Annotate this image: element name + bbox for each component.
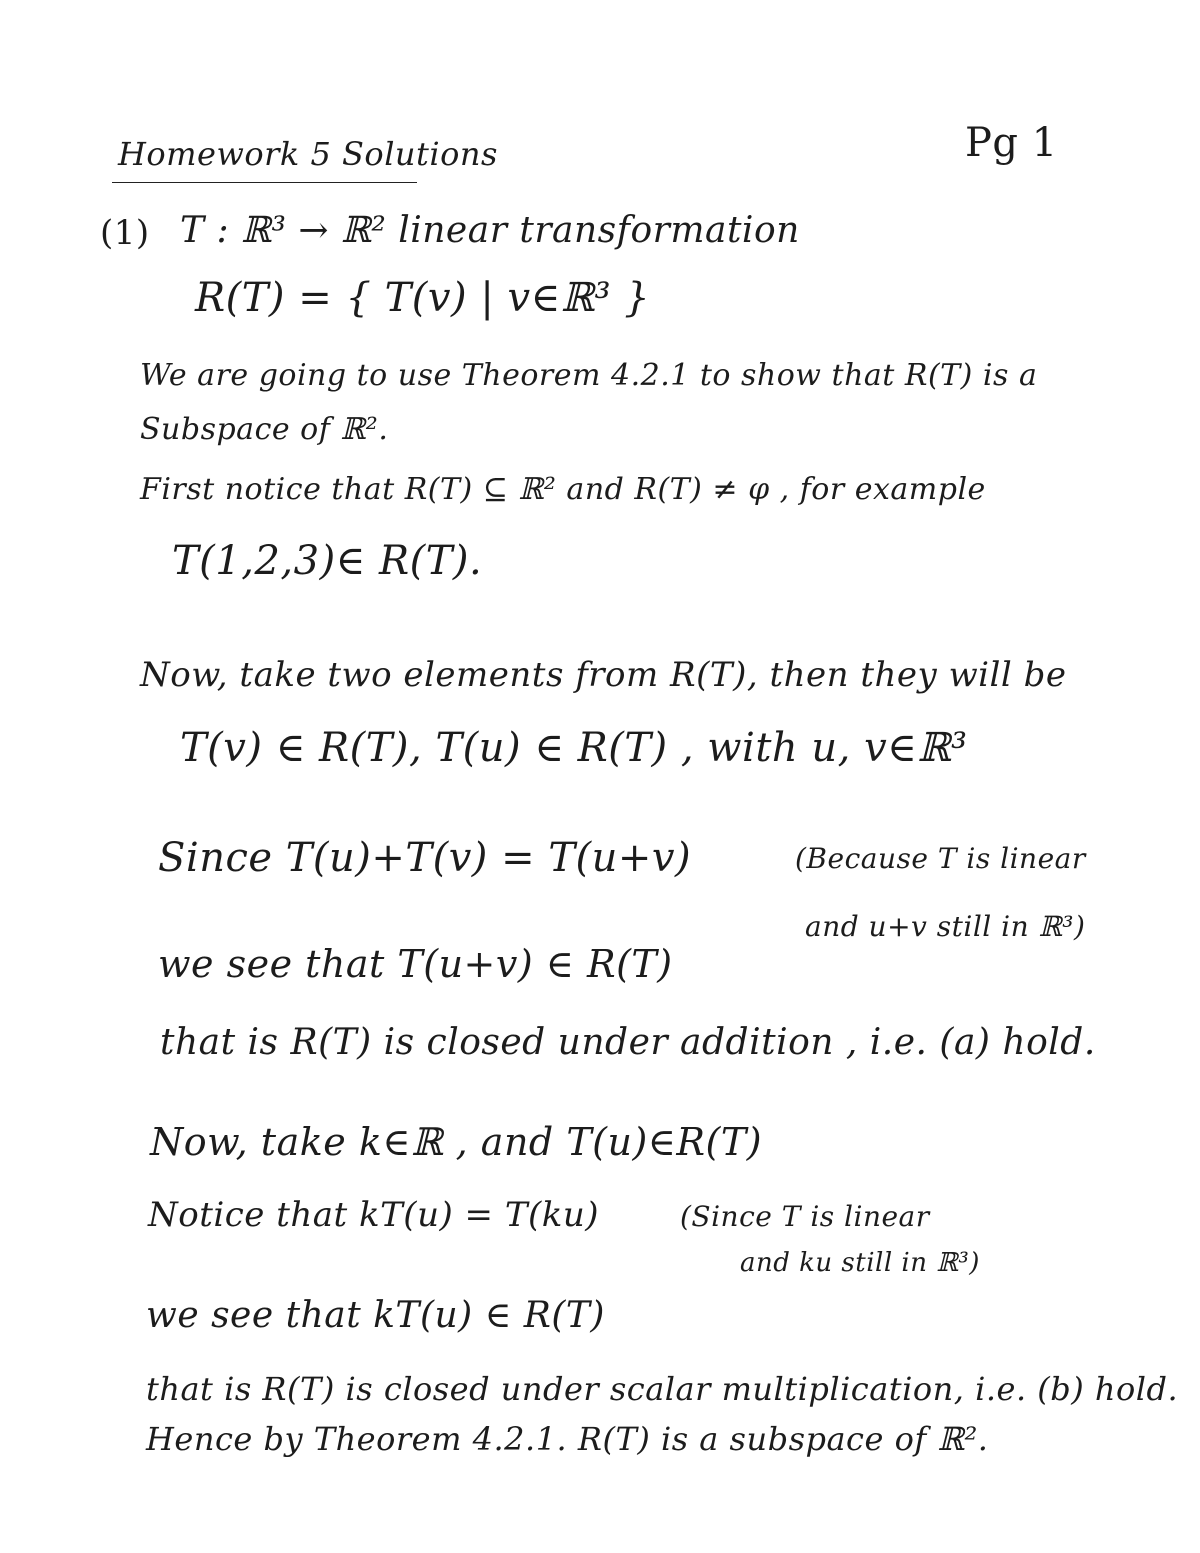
problem-statement: T : ℝ³ → ℝ² linear transformation xyxy=(180,210,800,251)
page-number: Pg 1 xyxy=(965,120,1058,166)
solution-line-12: we see that kT(u) ∈ R(T) xyxy=(146,1295,605,1336)
solution-line-8: we see that T(u+v) ∈ R(T) xyxy=(158,942,673,986)
title-underline xyxy=(112,182,417,183)
solution-line-11: Notice that kT(u) = T(ku) xyxy=(148,1195,600,1235)
side-note-4: and ku still in ℝ³) xyxy=(740,1248,980,1278)
solution-line-7: Since T(u)+T(v) = T(u+v) xyxy=(158,835,692,881)
side-note-2: and u+v still in ℝ³) xyxy=(805,910,1086,943)
solution-line-3: First notice that R(T) ⊆ ℝ² and R(T) ≠ φ , for example xyxy=(140,472,986,507)
solution-line-9: that is R(T) is closed under addition , i.e. (a) hold. xyxy=(160,1022,1096,1063)
solution-line-14: Hence by Theorem 4.2.1. R(T) is a subspace of ℝ². xyxy=(146,1420,989,1458)
solution-line-6: T(v) ∈ R(T), T(u) ∈ R(T) , with u, v∈ℝ³ xyxy=(180,725,968,771)
page-title: Homework 5 Solutions xyxy=(118,135,498,173)
side-note-1: (Because T is linear xyxy=(795,842,1086,875)
side-note-3: (Since T is linear xyxy=(680,1200,930,1233)
range-definition: R(T) = { T(v) | v∈ℝ³ } xyxy=(195,275,651,321)
solution-line-4: T(1,2,3)∈ R(T). xyxy=(172,538,483,584)
solution-line-1: We are going to use Theorem 4.2.1 to show that R(T) is a xyxy=(140,358,1038,393)
solution-line-13: that is R(T) is closed under scalar multiplication, i.e. (b) hold. xyxy=(146,1370,1179,1408)
solution-line-2: Subspace of ℝ². xyxy=(140,412,389,447)
problem-number: (1) xyxy=(100,213,150,253)
solution-line-5: Now, take two elements from R(T), then they will be xyxy=(140,655,1067,695)
solution-line-10: Now, take k∈ℝ , and T(u)∈R(T) xyxy=(150,1120,763,1164)
